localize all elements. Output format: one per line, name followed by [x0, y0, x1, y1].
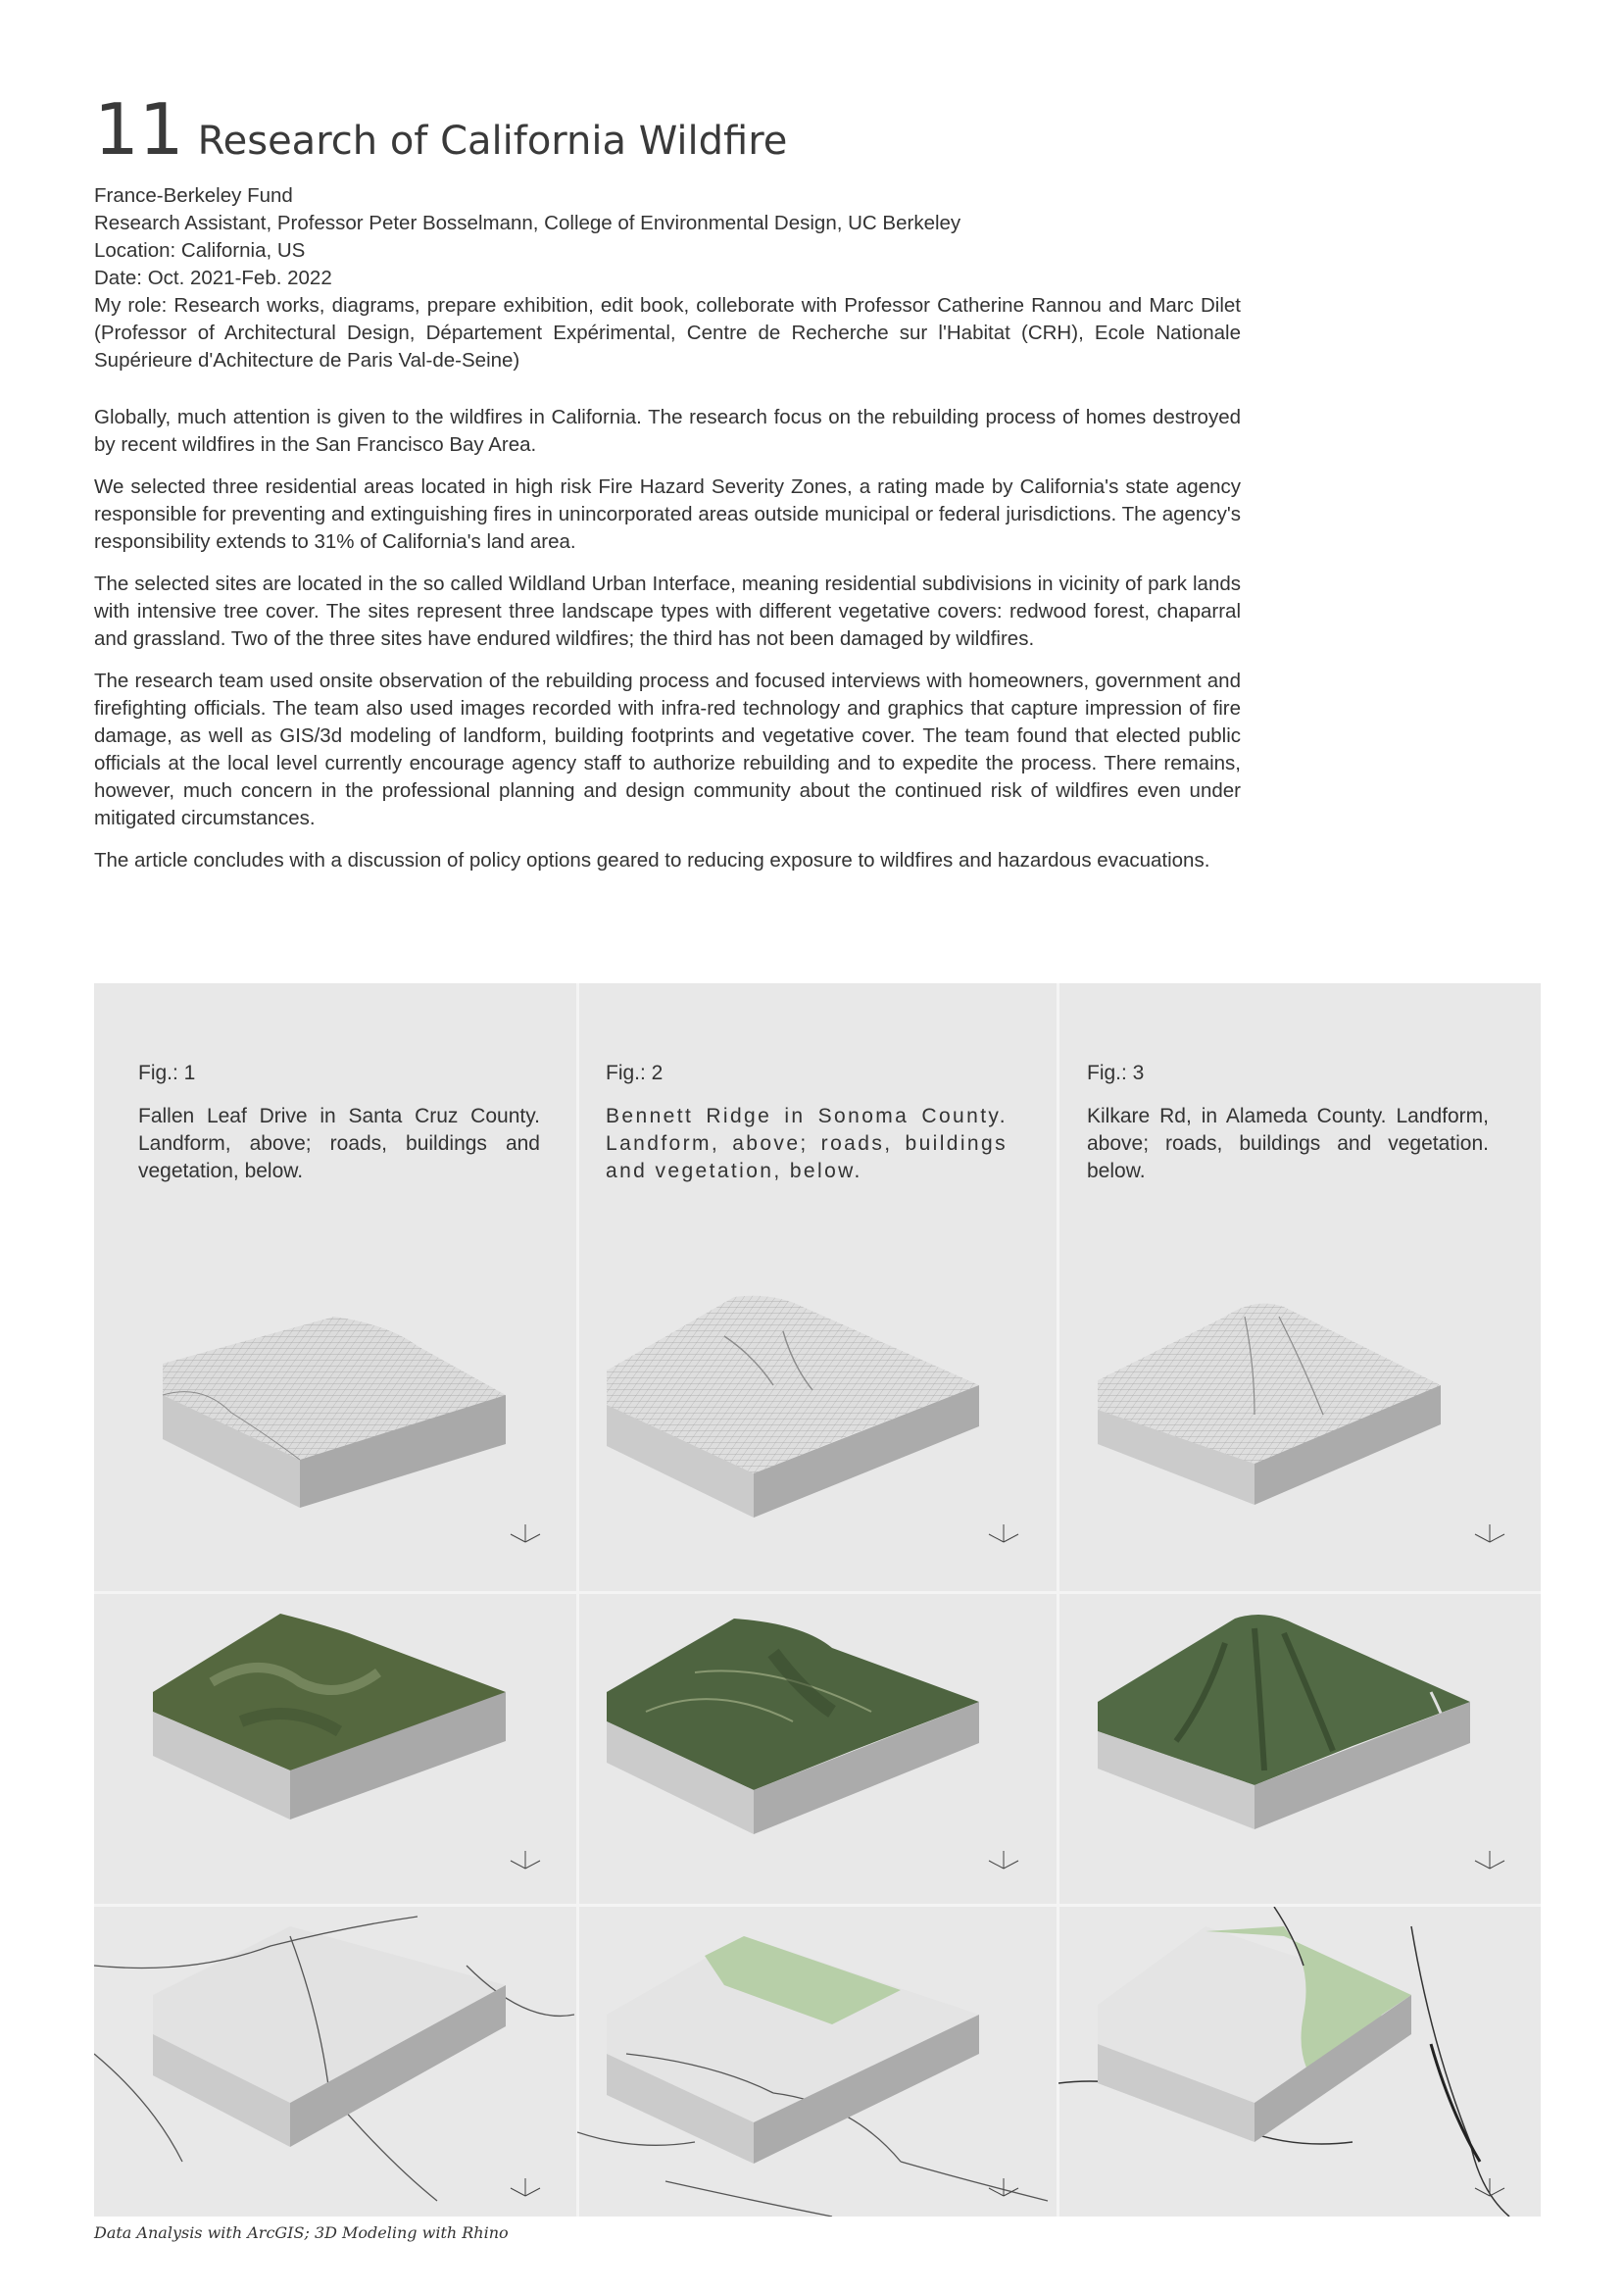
paragraph: The research team used onsite observation of the rebuilding process and focused interviews with homeowners, government and firefighting officials. The team also used images recorded with infra-red technology and graphics that capture impression of fire damage, as well as GIS/3d modeling of landform, building footprints and vegetative cover. The team found that elected public officials at the local level currently encourage agency staff to authorize rebuilding and to expedite the process. There remains, however, much concern in the professional planning and design community about the continued risk of wildfires even under mitigated circumstances. [94, 670, 1241, 829]
paragraph: The article concludes with a discussion of policy options geared to reducing exposure to wildfires and hazardous evacuations. [94, 849, 1210, 872]
project-meta [94, 182, 1241, 374]
paragraph: Globally, much attention is given to the wildfires in California. The research focus on the rebuilding process of homes destroyed by recent wildfires in the San Francisco Bay Area. [94, 406, 1241, 456]
figure-1-text: Fallen Leaf Drive in Santa Cruz County. Landform, above; roads, buildings and vegetation, below. [138, 1105, 540, 1182]
fig3-satellite-model [1058, 1594, 1539, 1903]
fig1-satellite-model [94, 1594, 574, 1903]
figure-2-label: Fig.: 2 [606, 1062, 664, 1084]
meta-date: Date: Oct. 2021-Feb. 2022 [94, 267, 332, 289]
page-header [94, 88, 788, 171]
meta-role-assistant: Research Assistant, Professor Peter Bosselmann, College of Environmental Design, UC Berkeley [94, 212, 961, 234]
fig1-roads-vegetation-model [94, 1907, 574, 2217]
meta-fund: France-Berkeley Fund [94, 184, 293, 207]
paragraph: The selected sites are located in the so called Wildland Urban Interface, meaning residential subdivisions in vicinity of park lands with intensive tree cover. The sites represent three landscape types with different vegetative covers: redwood forest, chaparral and grassland. Two of the three sites have endured wildfires; the third has not been damaged by wildfires. [94, 573, 1241, 650]
figure-panel [94, 983, 1541, 2217]
fig1-landform-model [94, 1277, 574, 1589]
fig2-satellite-model [577, 1594, 1057, 1903]
figure-3-text: Kilkare Rd, in Alameda County. Landform, above; roads, buildings and vegetation. below. [1087, 1105, 1489, 1182]
fig3-roads-vegetation-model [1058, 1907, 1539, 2217]
meta-my-role: My role: Research works, diagrams, prepare exhibition, edit book, colleborate with Professor Catherine Rannou and Marc Dilet (Professor of Architectural Design, Département Expérimental, Centre de Recherche sur l'Habitat (CRH), Ecole Nationale Supérieure d'Achitecture de Paris Val-de-Seine) [94, 294, 1241, 372]
meta-location: Location: California, US [94, 239, 306, 262]
figure-3-label: Fig.: 3 [1087, 1062, 1145, 1084]
section-number: 11 [94, 88, 184, 171]
page-title: Research of California Wildfire [197, 119, 788, 164]
fig2-landform-model [577, 1277, 1057, 1589]
credit-footnote: Data Analysis with ArcGIS; 3D Modeling with Rhino [94, 2223, 509, 2242]
figure-2-text: Bennett Ridge in Sonoma County. Landform, above; roads, buildings and vegetation, below. [606, 1105, 1008, 1182]
fig2-roads-vegetation-model [577, 1907, 1057, 2217]
figure-1-label: Fig.: 1 [138, 1062, 196, 1084]
body-text [94, 404, 1241, 889]
fig3-landform-model [1058, 1277, 1539, 1589]
paragraph: We selected three residential areas located in high risk Fire Hazard Severity Zones, a rating made by California's state agency responsible for preventing and extinguishing fires in unincorporated areas outside municipal or federal jurisdictions. The agency's responsibility extends to 31% of California's land area. [94, 475, 1241, 553]
